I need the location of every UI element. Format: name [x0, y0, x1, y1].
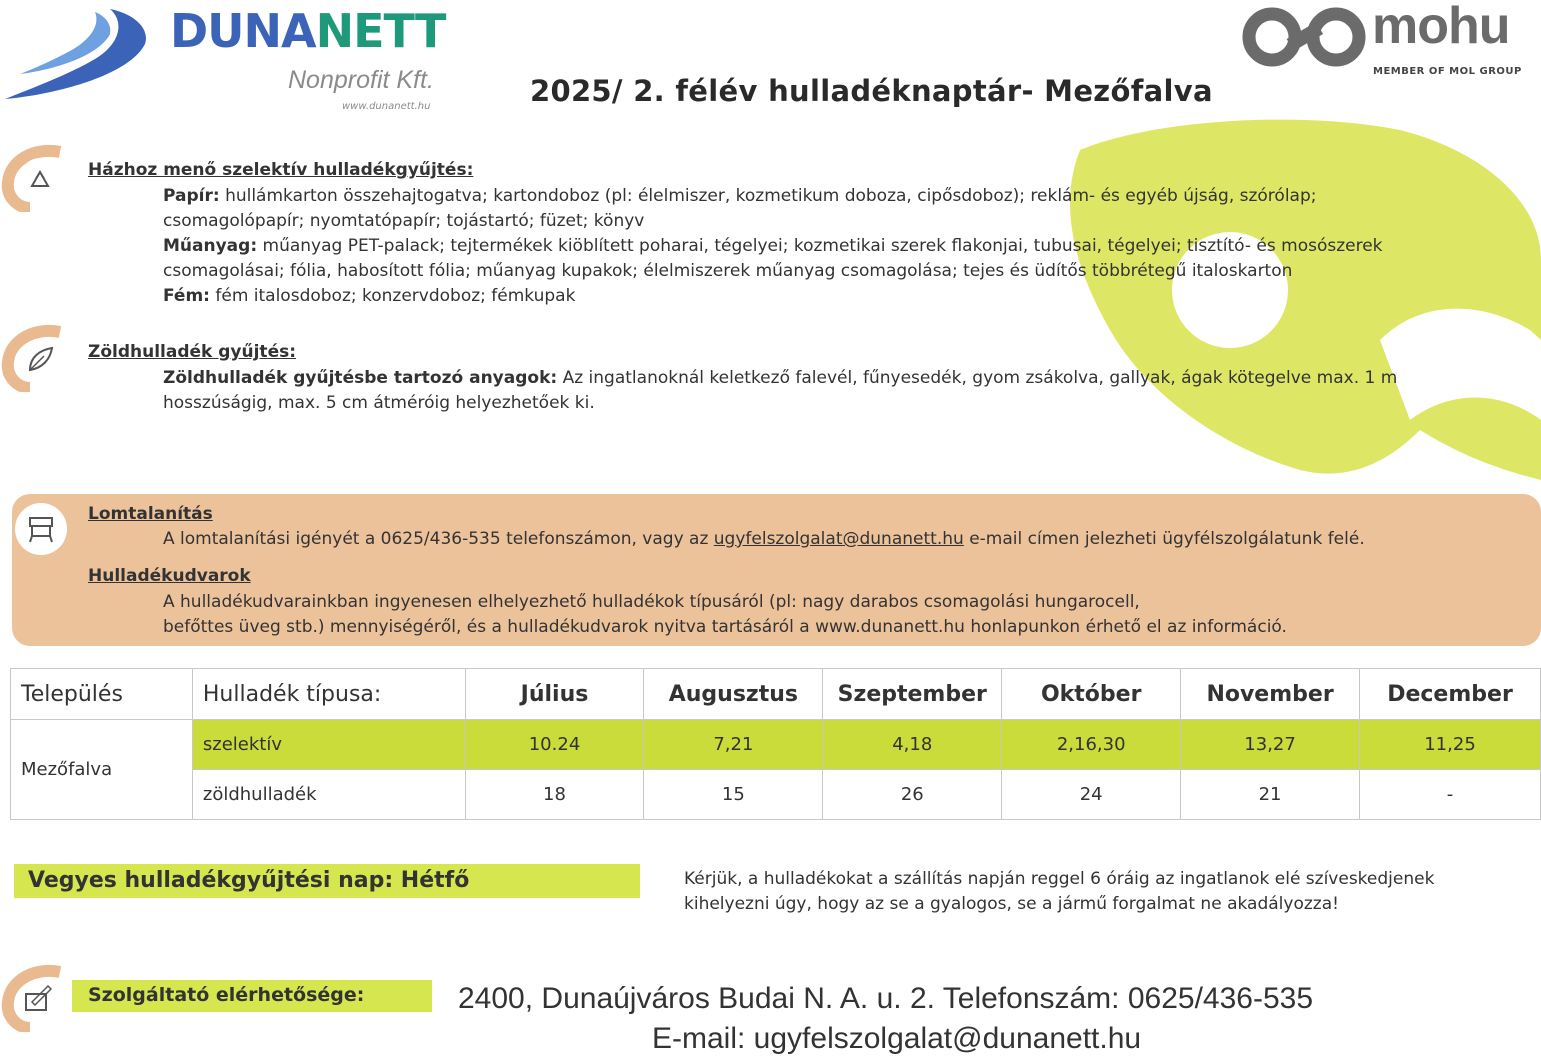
- green-title: Zöldhulladék gyűjtés:: [88, 342, 297, 362]
- col-header-month: December: [1360, 669, 1541, 720]
- col-header-town: Település: [11, 669, 193, 720]
- col-header-month: Október: [1002, 669, 1181, 720]
- plastic-text-2: csomagolásai; fólia, habosított fólia; műanyag kupakok; élelmiszerek műanyag csomagolása; tejes és üdítős többrétegű italoskarton: [163, 261, 1293, 281]
- metal-text: fém italosdoboz; konzervdoboz; fémkupak: [215, 286, 576, 306]
- date-cell: 2,16,30: [1002, 720, 1181, 770]
- contact-section-icon: [0, 962, 70, 1032]
- contact-address: 2400, Dunaújváros Budai N. A. u. 2. Telefonszám: 0625/436-535: [458, 982, 1314, 1015]
- dunanett-wave-icon: [0, 4, 160, 104]
- col-header-type: Hulladék típusa:: [192, 669, 465, 720]
- placement-notice: [684, 867, 1534, 917]
- paper-text: hullámkarton összehajtogatva; kartondoboz (pl: élelmiszer, kozmetikum doboza, cipősdoboz); reklám- és egyéb újság, szórólap;: [225, 186, 1317, 206]
- green-label: Zöldhulladék gyűjtésbe tartozó anyagok:: [163, 368, 558, 388]
- plastic-label: Műanyag:: [163, 236, 258, 256]
- table-row: [11, 770, 1541, 820]
- bulky-section-icon: [8, 496, 78, 566]
- date-cell: 21: [1181, 770, 1360, 820]
- date-cell: -: [1360, 770, 1541, 820]
- bulky-body: [163, 527, 1523, 552]
- date-cell: 11,25: [1360, 720, 1541, 770]
- table-header-row: [11, 669, 1541, 720]
- paper-text-2: csomagolópapír; nyomtatópapír; tojástartó; füzet; könyv: [163, 211, 645, 231]
- table-row: [11, 720, 1541, 770]
- brand-url: www.dunanett.hu: [342, 101, 431, 112]
- partner-name: mohu: [1372, 0, 1510, 55]
- metal-label: Fém:: [163, 286, 210, 306]
- col-header-month: November: [1181, 669, 1360, 720]
- schedule-table: [10, 668, 1541, 820]
- date-cell: 15: [644, 770, 823, 820]
- brand-name: DUNANETT: [170, 4, 446, 58]
- green-text-2: hosszúságig, max. 5 cm átméróig helyezhetőek ki.: [163, 393, 595, 413]
- mixed-waste-day: Vegyes hulladékgyűjtési nap: Hétfő: [28, 868, 470, 893]
- dunanett-logo: [0, 0, 460, 120]
- selective-section-icon: [0, 142, 70, 212]
- bulky-email-link[interactable]: ugyfelszolgalat@dunanett.hu: [713, 529, 964, 549]
- yards-url-link[interactable]: www.dunanett.hu: [815, 617, 965, 637]
- yards-text: A hulladékudvarainkban ingyenesen elhelyezhető hulladékok típusáról (pl: nagy darabos csomagolási hungarocell,: [163, 592, 1140, 612]
- contact-label: Szolgáltató elérhetősége:: [88, 984, 365, 1006]
- date-cell: 7,21: [644, 720, 823, 770]
- green-body: [163, 366, 1533, 416]
- date-cell: 4,18: [823, 720, 1002, 770]
- partner-subtitle: MEMBER OF MOL GROUP: [1373, 66, 1522, 77]
- col-header-month: Szeptember: [823, 669, 1002, 720]
- waste-type-cell: szelektív: [192, 720, 465, 770]
- bulky-text-pre: A lomtalanítási igényét a 0625/436-535 telefonszámon, vagy az: [163, 529, 709, 549]
- notice-line-1: Kérjük, a hulladékokat a szállítás napján reggel 6 óráig az ingatlanok elé szíveskedjenek: [684, 869, 1435, 889]
- date-cell: 26: [823, 770, 1002, 820]
- col-header-month: Július: [465, 669, 644, 720]
- pen-icon: [0, 962, 70, 1032]
- yards-title: Hulladékudvarok: [88, 566, 251, 586]
- green-section-icon: [0, 322, 70, 392]
- furniture-icon: [8, 496, 78, 566]
- selective-body: [163, 184, 1533, 309]
- yards-text-post: honlapunkon érhető el az információ.: [970, 617, 1287, 637]
- date-cell: 13,27: [1181, 720, 1360, 770]
- page-title: 2025/ 2. félév hulladéknaptár- Mezőfalva: [530, 74, 1213, 108]
- waste-type-cell: zöldhulladék: [192, 770, 465, 820]
- mohu-logo: [1240, 2, 1540, 82]
- leaf-icon: [0, 322, 70, 392]
- contact-email[interactable]: E-mail: ugyfelszolgalat@dunanett.hu: [652, 1022, 1142, 1055]
- yards-text-pre: befőttes üveg stb.) mennyiségéről, és a hulladékudvarok nyitva tartásáról a: [163, 617, 810, 637]
- date-cell: 10.24: [465, 720, 644, 770]
- bulky-text-post: e-mail címen jelezheti ügyfélszolgálatunk felé.: [969, 529, 1365, 549]
- col-header-month: Augusztus: [644, 669, 823, 720]
- mohu-infinity-icon: [1240, 4, 1370, 70]
- paper-label: Papír:: [163, 186, 220, 206]
- date-cell: 24: [1002, 770, 1181, 820]
- town-cell: Mezőfalva: [11, 720, 193, 820]
- date-cell: 18: [465, 770, 644, 820]
- notice-line-2: kihelyezni úgy, hogy az se a gyalogos, se a jármű forgalmat ne akadályozza!: [684, 894, 1339, 914]
- plastic-text: műanyag PET-palack; tejtermékek kiöblített poharai, tégelyei; kozmetikai szerek flakonjai, tubusai, tégelyei; tisztító- és mosószerek: [262, 236, 1383, 256]
- green-text: Az ingatlanoknál keletkező falevél, fűnyesedék, gyom zsákolva, gallyak, ágak kötegelve max. 1 m: [562, 368, 1398, 388]
- bulky-title: Lomtalanítás: [88, 504, 213, 524]
- brand-subtitle: Nonprofit Kft.: [288, 66, 434, 94]
- yards-body: [163, 590, 1523, 640]
- recycle-icon: [0, 142, 70, 212]
- selective-title: Házhoz menő szelektív hulladékgyűjtés:: [88, 160, 474, 180]
